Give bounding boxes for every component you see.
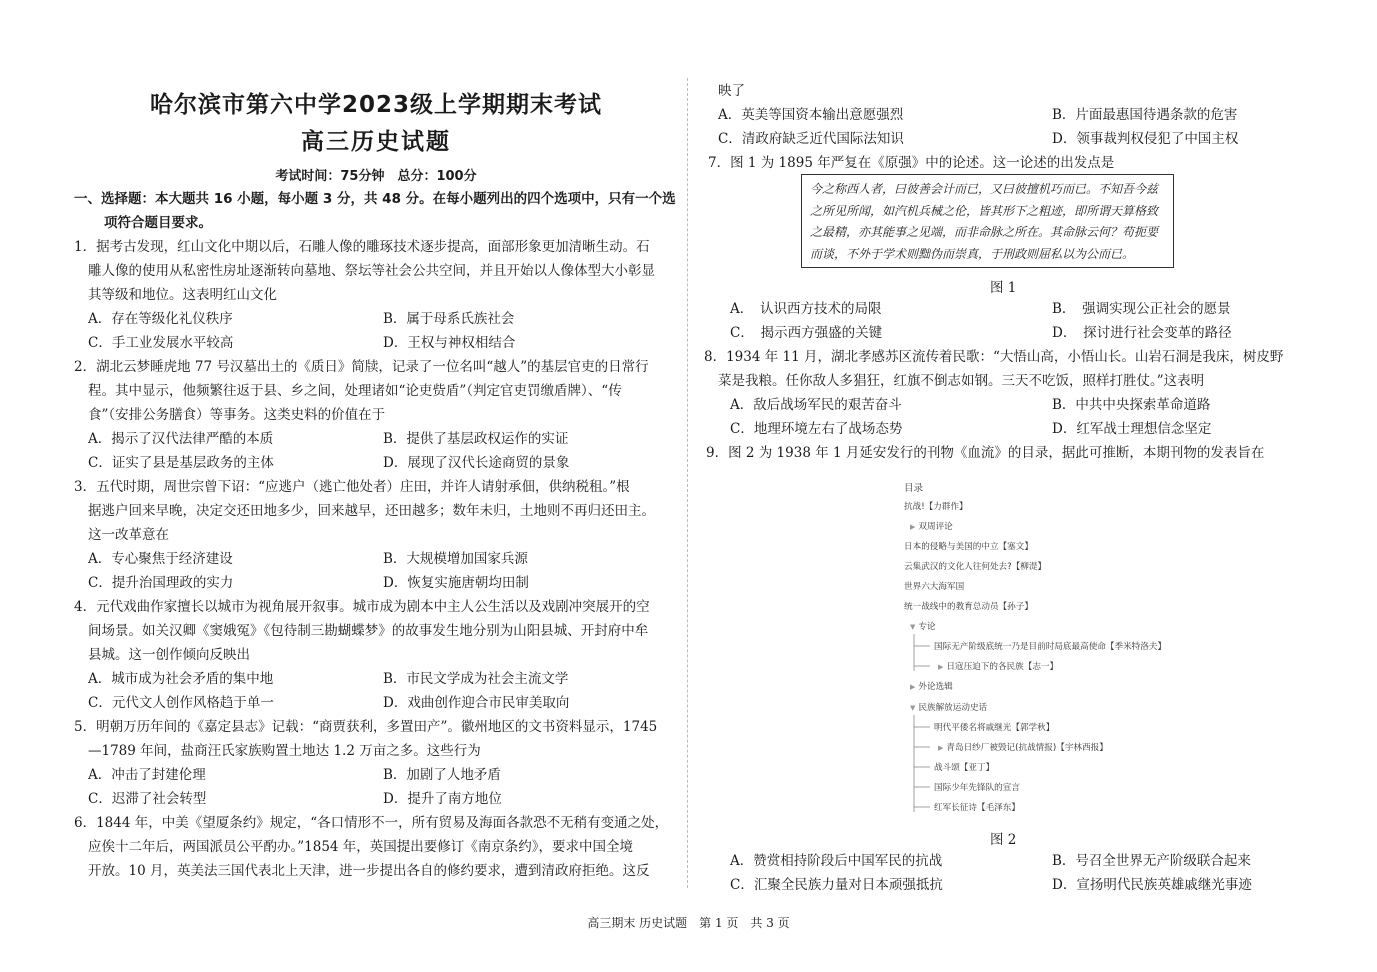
toc-item: 统一战线中的教育总动员【孙子】 bbox=[904, 602, 1033, 612]
q1-option-b: B．属于母系氏族社会 bbox=[383, 311, 515, 327]
toc-item: 明代平倭名将戚继光【郭学秋】 bbox=[934, 723, 1055, 733]
toc-item: 日本的侵略与美国的中立【塞文】 bbox=[904, 542, 1033, 552]
figure2-caption: 图 2 bbox=[990, 832, 1017, 848]
q1-option-c: C．手工业发展水平较高 bbox=[88, 335, 234, 351]
q6-stem: 开放。10 月，英美法三国代表北上天津，进一步提出各自的修约要求，遭到清政府拒绝。这反 bbox=[88, 863, 650, 879]
triangle-right-icon: ▶ bbox=[938, 744, 944, 752]
q7-option-d: D． 探讨进行社会变革的路径 bbox=[1052, 325, 1232, 341]
exam-subtitle: 高三历史试题 bbox=[301, 129, 451, 155]
q7-option-b: B． 强调实现公正社会的愿景 bbox=[1052, 301, 1231, 317]
q4-option-a: A．城市成为社会矛盾的集中地 bbox=[88, 671, 274, 687]
q2-option-c: C．证实了县是基层政务的主体 bbox=[88, 455, 274, 471]
exam-title: 哈尔滨市第六中学2023级上学期期末考试 bbox=[149, 92, 602, 118]
column-divider bbox=[687, 78, 688, 888]
q6-stem: 应俟十二年后，两国派员公平酌办。”1854 年，英国提出要修订《南京条约》，要求中国全境 bbox=[88, 839, 634, 855]
q6-stem: 映了 bbox=[718, 83, 745, 99]
q9-option-d: D．宣扬明代民族英雄戚继光事迹 bbox=[1052, 877, 1252, 893]
toc-item: 红军长征诗【毛泽东】 bbox=[934, 803, 1020, 813]
exam-info: 考试时间：75分钟 总分：100分 bbox=[275, 169, 477, 184]
q9-stem: 9．图 2 为 1938 年 1 月延安发行的刊物《血流》的目录，据此可推断，本期刊物的发表旨在 bbox=[706, 445, 1265, 461]
q8-option-d: D．红军战士理想信念坚定 bbox=[1052, 421, 1212, 437]
q2-stem: 食”（安排公务膳食）等事务。这类史料的价值在于 bbox=[88, 407, 386, 423]
q3-stem: 这一改革意在 bbox=[88, 527, 169, 543]
q4-option-b: B．市民文学成为社会主流文学 bbox=[383, 671, 569, 687]
q2-option-a: A．揭示了汉代法律严酷的本质 bbox=[88, 431, 274, 447]
q8-option-b: B．中共中央探索革命道路 bbox=[1052, 397, 1211, 413]
q3-option-a: A．专心聚焦于经济建设 bbox=[88, 551, 233, 567]
figure1-caption: 图 1 bbox=[990, 280, 1017, 296]
q7-stem: 7．图 1 为 1895 年严复在《原强》中的论述。这一论述的出发点是 bbox=[708, 155, 1115, 171]
toc-item: 战斗颂【亚丁】 bbox=[934, 763, 995, 773]
q9-option-a: A．赞赏相持阶段后中国军民的抗战 bbox=[730, 853, 943, 869]
triangle-right-icon: ▶ bbox=[938, 663, 944, 671]
q8-stem: 菜是我粮。任你敌人多猖狂，红旗不倒志如钢。三天不吃饭，照样打胜仗。”这表明 bbox=[718, 373, 1205, 389]
q3-option-d: D．恢复实施唐朝均田制 bbox=[383, 575, 529, 591]
quote-line: 之所见所闻，如汽机兵械之伦，皆其形下之粗迹，即所谓天算格致 bbox=[810, 203, 1159, 218]
figure2-toc bbox=[900, 474, 1167, 822]
q3-option-b: B．大规模增加国家兵源 bbox=[383, 551, 528, 567]
q8-option-c: C．地理环境左右了战场态势 bbox=[730, 421, 903, 437]
q7-option-c: C． 揭示西方强盛的关键 bbox=[730, 325, 883, 341]
q4-stem: 4．元代戏曲作家擅长以城市为视角展开叙事。城市成为剧本中主人公生活以及戏剧冲突展开的空 bbox=[74, 599, 650, 615]
q6-option-a: A．英美等国资本输出意愿强烈 bbox=[718, 107, 904, 123]
q1-stem: 雕人像的使用从私密性房址逐渐转向墓地、祭坛等社会公共空间，并且开始以人像体型大小彰显 bbox=[88, 263, 655, 279]
toc-item: 青岛日纱厂被毁记(抗战情报)【宇林西报】 bbox=[946, 743, 1108, 753]
toc-item: 双周评论 bbox=[918, 522, 953, 532]
q1-stem: 其等级和地位。这表明红山文化 bbox=[88, 287, 277, 303]
toc-heading: 目录 bbox=[904, 483, 924, 494]
toc-item: 云集武汉的文化人往何处去?【柳湜】 bbox=[904, 562, 1047, 572]
quote-line: 今之称西人者，曰彼善会计而已，又曰彼擅机巧而已。不知吾今兹 bbox=[810, 182, 1159, 196]
q2-stem: 程。其中显示，他频繁往返于县、乡之间，处理诸如“论吏赀盾”（判定官吏罚缴盾牌）、“传 bbox=[88, 383, 622, 399]
q4-option-c: C．元代文人创作风格趋于单一 bbox=[88, 695, 274, 711]
q9-option-c: C．汇聚全民族力量对日本顽强抵抗 bbox=[730, 877, 943, 893]
toc-item: 专论 bbox=[918, 622, 936, 632]
q4-option-d: D．戏曲创作迎合市民审美取向 bbox=[383, 695, 570, 711]
triangle-down-icon: ▼ bbox=[910, 623, 916, 631]
q5-stem: —1789 年间，盐商汪氏家族购置土地达 1.2 万亩之多。这些行为 bbox=[88, 743, 481, 759]
toc-item: 世界六大海军国 bbox=[904, 582, 965, 592]
q2-option-b: B．提供了基层政权运作的实证 bbox=[383, 431, 569, 447]
q9-option-b: B．号召全世界无产阶级联合起来 bbox=[1052, 853, 1251, 869]
q5-option-a: A．冲击了封建伦理 bbox=[88, 767, 206, 783]
section-heading-cont: 项符合题目要求。 bbox=[104, 215, 212, 231]
q5-stem: 5．明朝万历年间的《嘉定县志》记载：“商贾获利，多置田产”。徽州地区的文书资料显示，1745 bbox=[74, 719, 658, 735]
toc-item: 民族解放运动史话 bbox=[918, 703, 988, 713]
q4-stem: 县城。这一创作倾向反映出 bbox=[88, 647, 250, 663]
q3-option-c: C．提升治国理政的实力 bbox=[88, 575, 234, 591]
q3-stem: 3．五代时期，周世宗曾下诏：“应逃户（逃亡他处者）庄田，并许人请射承佃，供纳税租。”根 bbox=[74, 479, 630, 495]
q5-option-c: C．迟滞了社会转型 bbox=[88, 791, 207, 807]
quote-line: 之最精，亦其能事之见端，而非命脉之所在。其命脉云何？苟扼要 bbox=[810, 225, 1159, 239]
q1-option-d: D．王权与神权相结合 bbox=[383, 335, 516, 351]
q5-option-d: D．提升了南方地位 bbox=[383, 791, 502, 807]
q2-option-d: D．展现了汉代长途商贸的景象 bbox=[383, 455, 570, 471]
q8-option-a: A．敌后战场军民的艰苦奋斗 bbox=[730, 397, 902, 413]
q8-stem: 8．1934 年 11 月，湖北孝感苏区流传着民歌：“大悟山高，小悟山长。山岩石洞是我床，树皮野 bbox=[704, 349, 1284, 365]
triangle-down-icon: ▼ bbox=[910, 704, 916, 712]
figure1-quote-box bbox=[801, 174, 1174, 268]
toc-item: 国际无产阶级底统一乃是目前时局底最高使命【季米特洛夫】 bbox=[934, 642, 1167, 652]
q1-option-a: A．存在等级化礼仪秩序 bbox=[88, 311, 233, 327]
q3-stem: 据逃户回来早晚，决定交还田地多少，回来越早，还田越多；数年未归，土地则不再归还田主。 bbox=[88, 503, 655, 519]
quote-line: 而谈，不外于学术则黜伪而崇真，于刑政则屈私以为公而已。 bbox=[810, 246, 1135, 261]
q6-option-d: D．领事裁判权侵犯了中国主权 bbox=[1052, 131, 1239, 147]
toc-item: 抗战!【力群作】 bbox=[904, 502, 968, 512]
triangle-right-icon: ▶ bbox=[910, 683, 916, 691]
q6-option-c: C．清政府缺乏近代国际法知识 bbox=[718, 131, 904, 147]
q6-option-b: B．片面最惠国待遇条款的危害 bbox=[1052, 107, 1238, 123]
toc-item: 日寇压迫下的各民族【志一】 bbox=[946, 662, 1059, 672]
q7-option-a: A． 认识西方技术的局限 bbox=[730, 301, 882, 317]
triangle-right-icon: ▶ bbox=[910, 523, 916, 531]
q1-stem: 1．据考古发现，红山文化中期以后，石雕人像的雕琢技术逐步提高，面部形象更加清晰生动。石 bbox=[74, 239, 650, 255]
toc-item: 国际少年先锋队的宣言 bbox=[934, 783, 1020, 793]
page-footer: 高三期末 历史试题 第 1 页 共 3 页 bbox=[587, 916, 790, 930]
toc-item: 外论选辑 bbox=[918, 682, 953, 692]
q6-stem: 6．1844 年，中美《望厦条约》规定，“各口情形不一，所有贸易及海面各款恐不无稍有变通之处， bbox=[74, 815, 669, 831]
q2-stem: 2．湖北云梦睡虎地 77 号汉墓出土的《质日》简牍，记录了一位名叫“越人”的基层官吏的日常行 bbox=[74, 359, 649, 375]
q4-stem: 间场景。如关汉卿《窦娥冤》《包待制三勘蝴蝶梦》的故事发生地分别为山阳县城、开封府中牟 bbox=[88, 623, 649, 639]
section-heading: 一、选择题：本大题共 16 小题，每小题 3 分，共 48 分。在每小题列出的四个选项中，只有一个选 bbox=[74, 191, 676, 207]
q5-option-b: B．加剧了人地矛盾 bbox=[383, 767, 501, 783]
